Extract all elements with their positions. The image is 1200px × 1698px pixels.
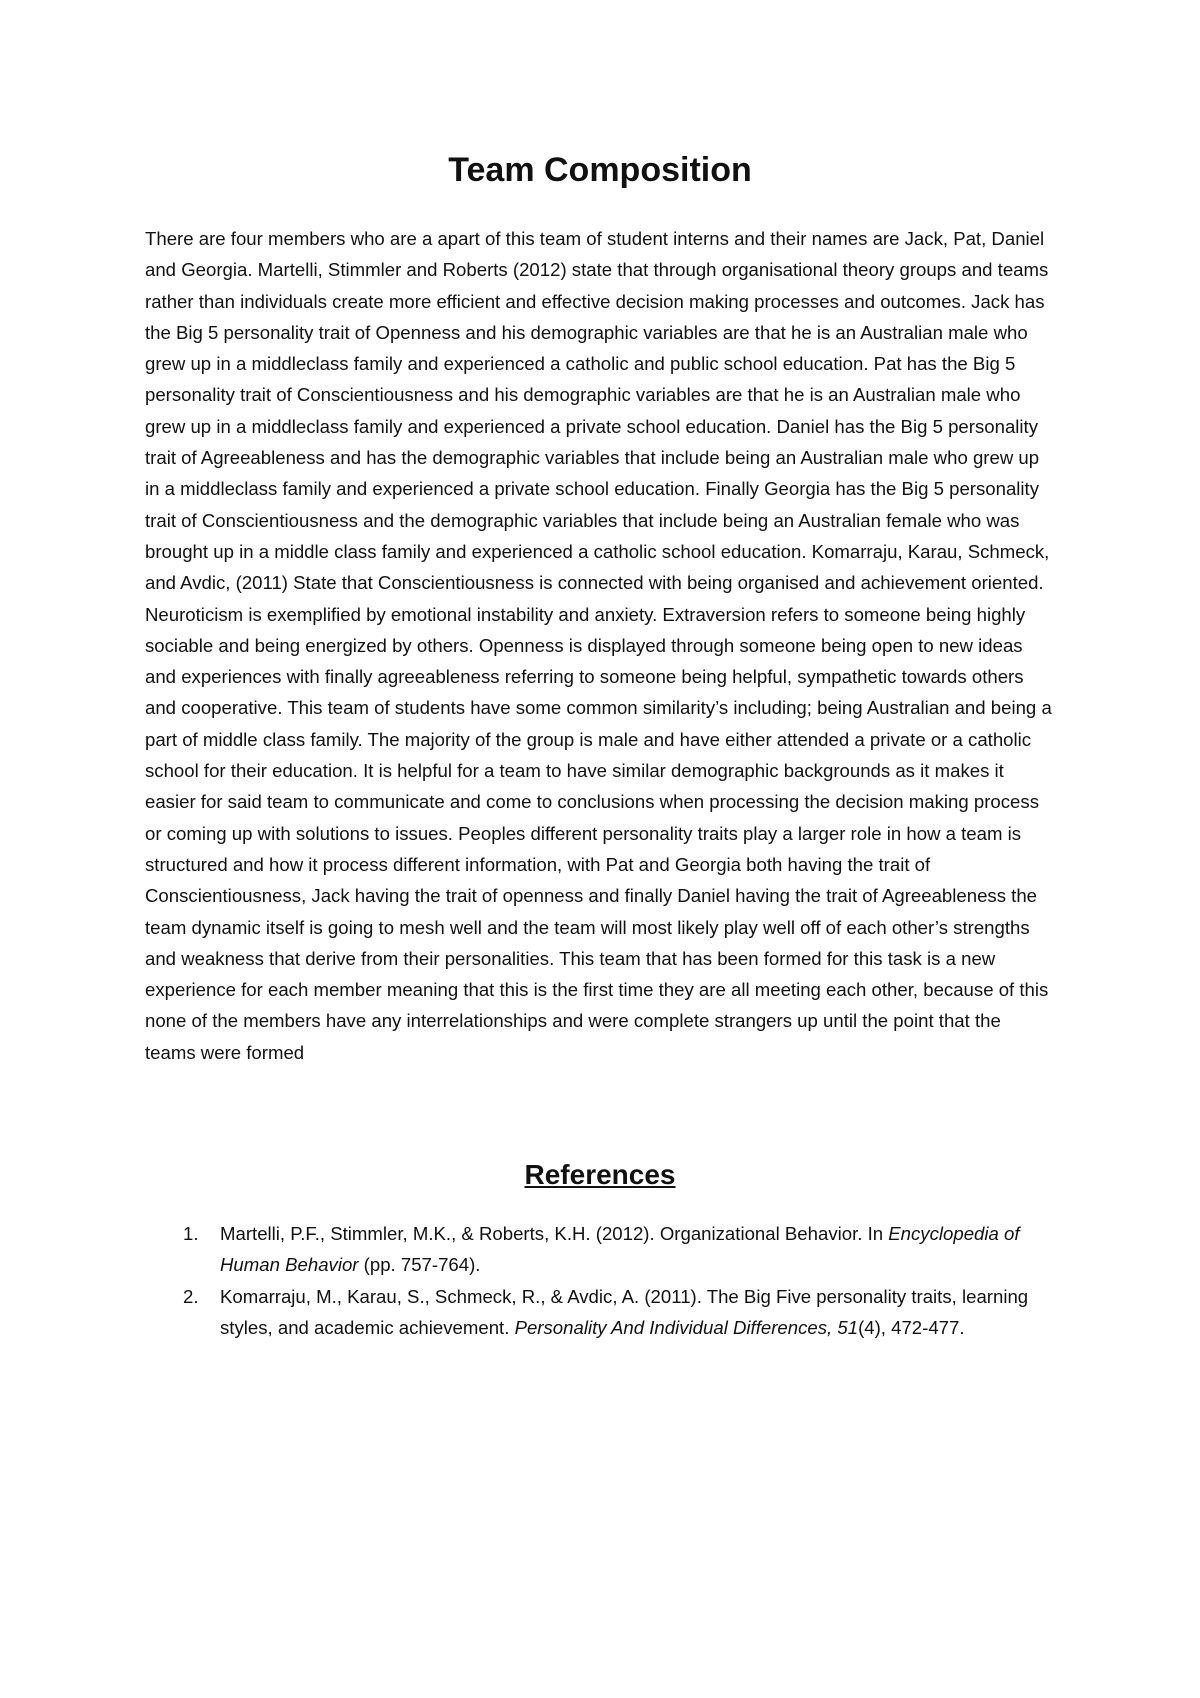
reference-italic-title: Personality And Individual Differences, 51 bbox=[514, 1316, 859, 1338]
reference-item bbox=[145, 1281, 1055, 1344]
references-heading: References bbox=[524, 1159, 676, 1190]
reference-text-tail: (pp. 757-764). bbox=[358, 1254, 481, 1276]
reference-number: 1. bbox=[183, 1223, 199, 1244]
reference-number: 2. bbox=[183, 1285, 199, 1307]
body-paragraph: There are four members who are a apart of this team of student interns and their names are Jack, Pat, Daniel and Georgia. Martelli, Stimmler and Roberts (2012) state that through organisational theory groups and teams rather than individuals create more efficient and effective decision making processes and outcomes. Jack has the Big 5 personality trait of Openness and his demographic variables are that he is an Australian male who grew up in a middleclass family and experienced a catholic and public school education. Pat has the Big 5 personality trait of Conscientiousness and his demographic variables are that he is an Australian male who grew up in a middleclass family and experienced a private school education. Daniel has the Big 5 personality trait of Agreeableness and has the demographic variables that include being an Australian male who grew up in a middleclass family and experienced a private school education. Finally Georgia has the Big 5 personality trait of Conscientiousness and the demographic variables that include being an Australian female who was brought up in a middle class family and experienced a catholic school education. Komarraju, Karau, Schmeck, and Avdic, (2011) State that Conscientiousness is connected with being organised and achievement oriented. Neuroticism is exemplified by emotional instability and anxiety. Extraversion refers to someone being highly sociable and being energized by others. Openness is displayed through someone being open to new ideas and experiences with finally agreeableness referring to someone being helpful, sympathetic towards others and cooperative. This team of students have some common similarity’s including; being Australian and being a part of middle class family. The majority of the group is male and have either attended a private or a catholic school for their education. It is helpful for a team to have similar demographic backgrounds as it makes it easier for said team to communicate and come to conclusions when processing the decision making process or coming up with solutions to issues. Peoples different personality traits play a larger role in how a team is structured and how it process different information, with Pat and Georgia both having the trait of Conscientiousness, Jack having the trait of openness and finally Daniel having the trait of Agreeableness the team dynamic itself is going to mesh well and the team will most likely play well off of each other’s strengths and weakness that derive from their personalities. This team that has been formed for this task is a new experience for each member meaning that this is the first time they are all meeting each other, because of this none of the members have any interrelationships and were complete strangers up until the point that the teams were formed bbox=[145, 228, 1052, 1063]
reference-text-tail: (4), 472-477. bbox=[858, 1316, 965, 1338]
reference-item bbox=[145, 1218, 1055, 1281]
reference-text: Komarraju, M., Karau, S., Schmeck, R., & Avdic, A. (2011). The Big Five personality traits, learning styles, and academic achievement. bbox=[220, 1285, 1029, 1338]
reference-italic-title: Encyclopedia of Human Behavior bbox=[220, 1223, 1020, 1276]
references-list bbox=[145, 1218, 1055, 1343]
reference-text: Martelli, P.F., Stimmler, M.K., & Roberts, K.H. (2012). Organizational Behavior. In bbox=[220, 1223, 889, 1244]
page-title: Team Composition bbox=[448, 151, 752, 189]
